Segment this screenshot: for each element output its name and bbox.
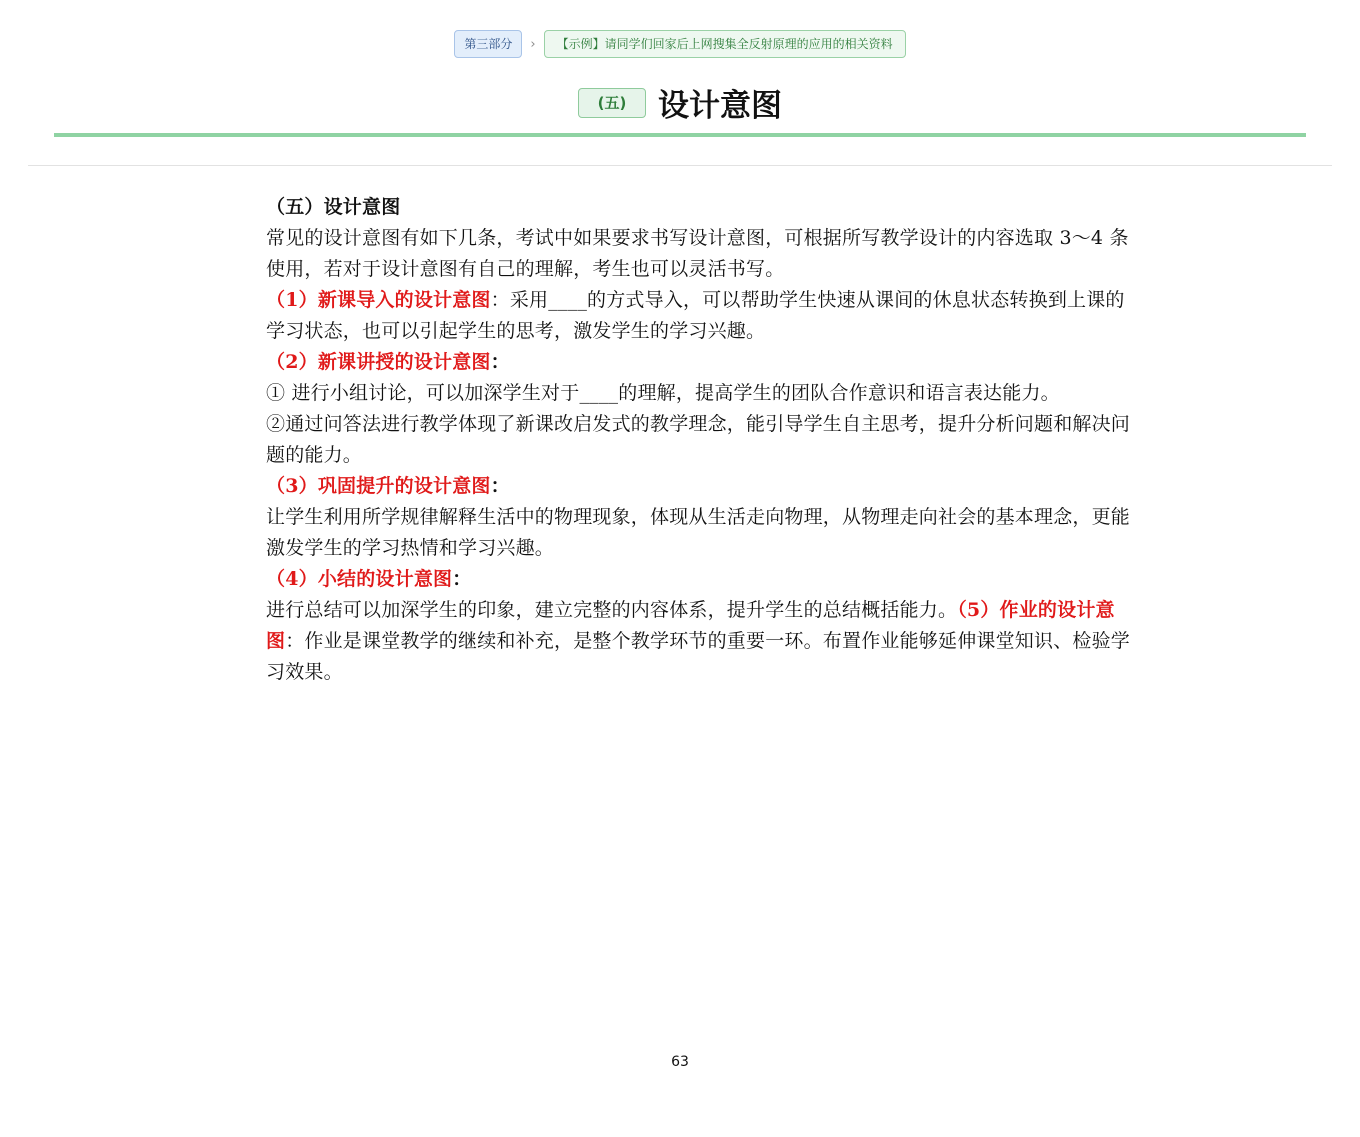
section-number-badge: (五) — [578, 88, 646, 118]
section-4-text: 进行总结可以加深学生的印象，建立完整的内容体系，提升学生的总结概括能力。 — [266, 599, 958, 621]
section-2-label: （2）新课讲授的设计意图 — [266, 351, 491, 373]
body-content — [266, 192, 1136, 688]
breadcrumb-current-item[interactable]: 【示例】请同学们回家后上网搜集全反射原理的应用的相关资料 — [544, 30, 906, 58]
section-title — [0, 80, 1360, 125]
intro-paragraph: 常见的设计意图有如下几条，考试中如果要求书写设计意图，可根据所写教学设计的内容选取 3～4 条使用，若对于设计意图有自己的理解，考生也可以灵活书写。 — [266, 227, 1129, 280]
section-3-heading — [266, 471, 1136, 502]
section-2-item-1: ① 进行小组讨论，可以加深学生对于____的理解，提高学生的团队合作意识和语言表达能力。 — [266, 382, 1060, 404]
section-1 — [266, 285, 1136, 347]
content-divider — [28, 165, 1332, 166]
section-1-text: ：采用____的方式导入，可以帮助学生快速从课间的休息状态转换到上课的学习状态，也可以引起学生的思考，激发学生的学习兴趣。 — [266, 289, 1125, 342]
section-5-label: （5）作业的设计意图 — [266, 599, 1115, 652]
section-4-5-paragraph — [266, 595, 1136, 688]
breadcrumb — [0, 30, 1360, 58]
page-number: 63 — [671, 1054, 689, 1070]
section-2-item-2: ②通过问答法进行教学体现了新课改启发式的教学理念，能引导学生自主思考，提升分析问题和解决问题的能力。 — [266, 413, 1131, 466]
section-1-label: （1）新课导入的设计意图 — [266, 289, 491, 311]
section-4-label: （4）小结的设计意图 — [266, 568, 453, 590]
title-underline — [54, 133, 1306, 137]
page-title: 设计意图 — [658, 88, 782, 124]
section-5-text: ：作业是课堂教学的继续和补充，是整个教学环节的重要一环。布置作业能够延伸课堂知识、检验学习效果。 — [266, 630, 1131, 683]
section-4-colon: ： — [452, 568, 472, 590]
section-3-label: （3）巩固提升的设计意图 — [266, 475, 491, 497]
breadcrumb-chevron-icon: › — [530, 36, 536, 52]
section-3-text: 让学生利用所学规律解释生活中的物理现象，体现从生活走向物理，从物理走向社会的基本理念，更能激发学生的学习热情和学习兴趣。 — [266, 506, 1131, 559]
section-2-colon: ： — [490, 351, 510, 373]
content-heading: （五）设计意图 — [266, 196, 401, 218]
section-4-heading — [266, 564, 1136, 595]
section-3-colon: ： — [490, 475, 510, 497]
section-2-heading — [266, 347, 1136, 378]
breadcrumb-part[interactable]: 第三部分 — [454, 30, 522, 58]
